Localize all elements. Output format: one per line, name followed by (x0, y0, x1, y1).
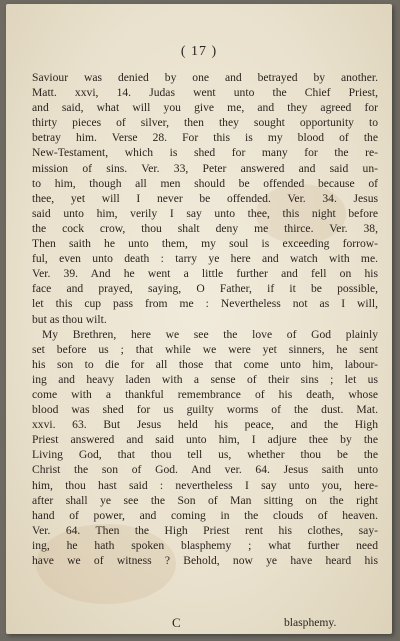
text-line: New-Testament, which is shed for many for the re- (32, 146, 378, 160)
text-line: betray him. Verse 28. For this is my blood of the (32, 131, 378, 145)
text-line: but as thou wilt. (32, 312, 107, 326)
text-line: have we of witness ? Behold, now ye have heard his (32, 554, 378, 567)
text-line: face and prayed, saying, O Father, if it be possible, (32, 282, 378, 296)
text-line: mission of sins. Ver. 33, Peter answered and said un- (32, 161, 378, 175)
catchword: blasphemy. (284, 616, 337, 629)
text-line: said unto him, verily I say unto thee, this night before (32, 206, 378, 220)
text-line: thirty pieces of silver, then they sought opportunity to (32, 116, 378, 130)
text-line: and said, what will you give me, and they agreed for (32, 101, 378, 115)
text-line: to him, though all men should be offended because of (32, 176, 378, 190)
text-line: xxvi. 63. But Jesus held his peace, and the High (32, 418, 378, 432)
text-line: Matt. xxvi, 14. Judas went unto the Chief Priest, (32, 86, 378, 100)
book-page (6, 4, 392, 634)
text-line: Then saith he unto them, my soul is exceeding forrow- (32, 237, 378, 251)
text-line: let this cup pass from me : Nevertheless not as I will, (32, 297, 378, 311)
text-line: My Brethren, here we see the love of God plainly (42, 327, 378, 341)
text-line: come with a thankful remembrance of his death, whose (32, 387, 378, 401)
text-line: thee, yet will I never be offended. Ver. 34. Jesus (32, 191, 378, 205)
text-line: him, thou hast said : nevertheless I say unto you, here- (32, 478, 378, 492)
text-line: Ver. 64. Then the High Priest rent his clothes, say- (32, 523, 378, 537)
text-line: Living God, that thou tell us, whether thou be the (32, 448, 378, 462)
text-line: Christ the son of God. And ver. 64. Jesus saith unto (32, 463, 378, 477)
text-line: ing, he hath spoken blasphemy ; what further need (32, 538, 378, 552)
page-number: ( 17 ) (180, 44, 218, 59)
signature-mark: C (172, 615, 181, 630)
page-body-text (32, 70, 378, 568)
text-line: Ver. 39. And he went a little further and fell on his (32, 267, 378, 281)
text-line: blood was shed for us guilty worms of the dust. Mat. (32, 403, 378, 417)
text-line: hand of power, and coming in the clouds of heaven. (32, 508, 378, 522)
text-line: Saviour was denied by one and betrayed by another. (32, 71, 378, 84)
text-line: ing and heavy laden with a sense of their sins ; let us (32, 372, 378, 386)
text-line: ful, even unto death : tarry ye here and watch with me. (32, 252, 378, 266)
text-line: after shall ye see the Son of Man sitting on the right (32, 493, 378, 507)
text-line: Priest answered and said unto him, I adjure thee by the (32, 433, 378, 447)
text-line: set before us ; that while we were yet sinners, he sent (32, 342, 378, 356)
text-line: his son to die for all those that come unto him, labour- (32, 357, 378, 371)
text-line: the cock crow, thou shalt deny me thirce. Ver. 38, (32, 221, 378, 235)
